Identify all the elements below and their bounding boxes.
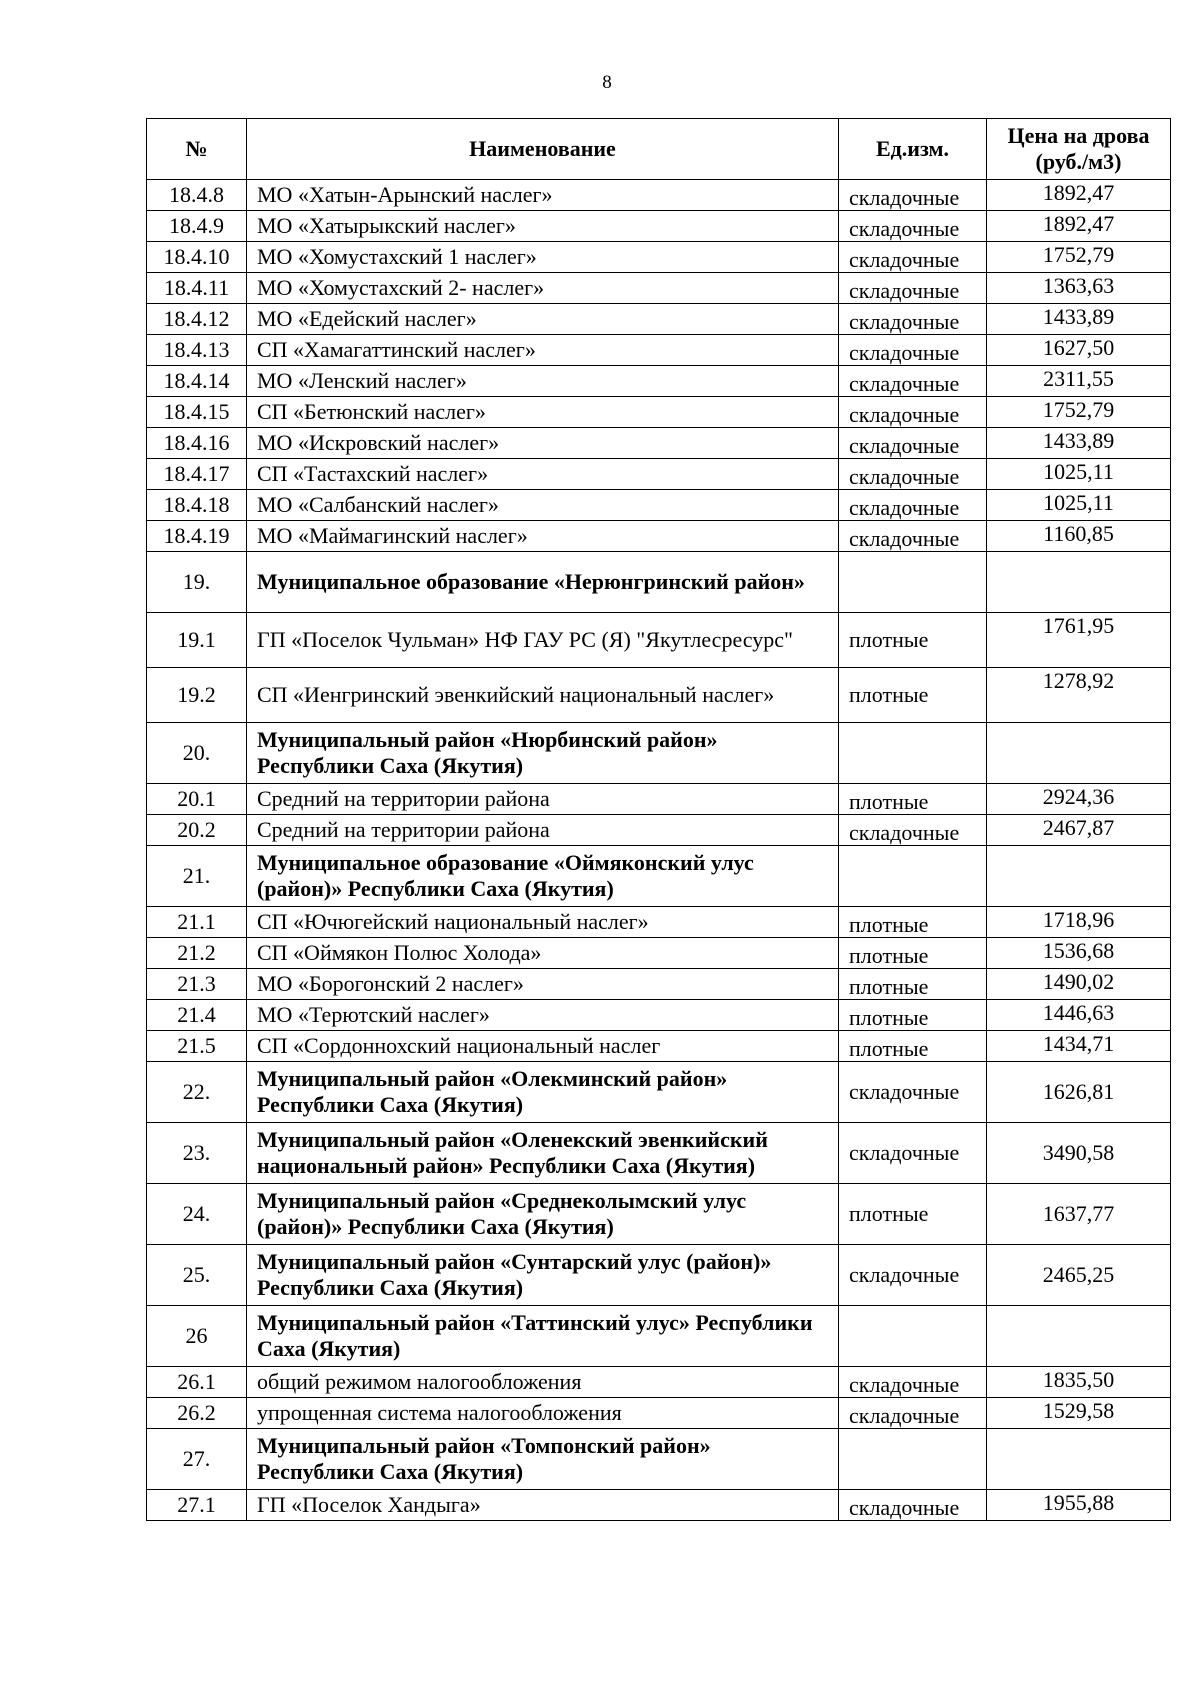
row-unit-cell: плотные (839, 1184, 987, 1245)
table-row (147, 428, 1171, 459)
row-price-cell: 1433,89 (987, 428, 1171, 459)
table-row (147, 180, 1171, 211)
table-row (147, 397, 1171, 428)
row-price-cell: 1718,96 (987, 907, 1171, 938)
row-name-cell: Муниципальный район «Таттинский улус» Республики Саха (Якутия) (247, 1306, 839, 1367)
row-unit-cell: складочные (839, 490, 987, 521)
row-number-cell: 21.4 (147, 1000, 247, 1031)
row-price-cell (987, 846, 1171, 907)
row-price-cell: 1955,88 (987, 1490, 1171, 1521)
row-unit-cell: плотные (839, 1000, 987, 1031)
row-name-cell: СП «Оймякон Полюс Холода» (247, 938, 839, 969)
row-number-cell: 22. (147, 1062, 247, 1123)
table-row (147, 1367, 1171, 1398)
table-row (147, 211, 1171, 242)
row-name-cell: МО «Искровский наслег» (247, 428, 839, 459)
table-section-row (147, 1245, 1171, 1306)
table-header-row (147, 119, 1171, 180)
row-number-cell: 26 (147, 1306, 247, 1367)
table-section-row (147, 1123, 1171, 1184)
row-price-cell: 1892,47 (987, 211, 1171, 242)
row-name-cell: общий режимом налогообложения (247, 1367, 839, 1398)
row-number-cell: 20.1 (147, 784, 247, 815)
table-row (147, 668, 1171, 723)
row-number-cell: 18.4.16 (147, 428, 247, 459)
row-unit-cell (839, 846, 987, 907)
row-price-cell (987, 723, 1171, 784)
table-row (147, 1490, 1171, 1521)
row-unit-cell: складочные (839, 242, 987, 273)
row-price-cell: 1835,50 (987, 1367, 1171, 1398)
row-name-cell: МО «Терютский наслег» (247, 1000, 839, 1031)
row-number-cell: 27. (147, 1429, 247, 1490)
row-price-cell: 1536,68 (987, 938, 1171, 969)
row-price-cell: 1025,11 (987, 490, 1171, 521)
row-name-cell: СП «Бетюнский наслег» (247, 397, 839, 428)
row-unit-cell: складочные (839, 815, 987, 846)
row-unit-cell: складочные (839, 304, 987, 335)
row-number-cell: 18.4.19 (147, 521, 247, 552)
row-price-cell: 2465,25 (987, 1245, 1171, 1306)
row-number-cell: 18.4.12 (147, 304, 247, 335)
table-section-row (147, 1306, 1171, 1367)
row-price-cell: 1529,58 (987, 1398, 1171, 1429)
table-row (147, 1398, 1171, 1429)
table-row (147, 490, 1171, 521)
row-number-cell: 23. (147, 1123, 247, 1184)
row-name-cell: МО «Маймагинский наслег» (247, 521, 839, 552)
table-row (147, 784, 1171, 815)
row-unit-cell: складочные (839, 335, 987, 366)
row-unit-cell: складочные (839, 397, 987, 428)
row-price-cell: 1434,71 (987, 1031, 1171, 1062)
row-price-cell: 1490,02 (987, 969, 1171, 1000)
row-price-cell: 1160,85 (987, 521, 1171, 552)
row-number-cell: 26.2 (147, 1398, 247, 1429)
row-name-cell: Муниципальный район «Оленекский эвенкийский национальный район» Республики Саха (Якутия) (247, 1123, 839, 1184)
table-row (147, 366, 1171, 397)
table-row (147, 521, 1171, 552)
row-number-cell: 19. (147, 552, 247, 613)
table-row (147, 335, 1171, 366)
firewood-price-table (146, 118, 1171, 1521)
row-name-cell: Средний на территории района (247, 784, 839, 815)
row-unit-cell: складочные (839, 273, 987, 304)
row-number-cell: 19.1 (147, 613, 247, 668)
row-unit-cell: плотные (839, 613, 987, 668)
row-name-cell: СП «Ючюгейский национальный наслег» (247, 907, 839, 938)
row-name-cell: ГП «Поселок Чульман» НФ ГАУ РС (Я) "Якутлесресурс" (247, 613, 839, 668)
row-unit-cell (839, 1429, 987, 1490)
row-number-cell: 18.4.15 (147, 397, 247, 428)
row-name-cell: МО «Хомустахский 1 наслег» (247, 242, 839, 273)
row-number-cell: 18.4.18 (147, 490, 247, 521)
row-price-cell: 2467,87 (987, 815, 1171, 846)
table-row (147, 938, 1171, 969)
row-name-cell: Муниципальный район «Нюрбинский район» Республики Саха (Якутия) (247, 723, 839, 784)
table-section-row (147, 723, 1171, 784)
row-price-cell: 1278,92 (987, 668, 1171, 723)
row-number-cell: 18.4.11 (147, 273, 247, 304)
row-unit-cell: складочные (839, 1245, 987, 1306)
row-name-cell: МО «Ленский наслег» (247, 366, 839, 397)
row-number-cell: 21.2 (147, 938, 247, 969)
row-unit-cell: складочные (839, 366, 987, 397)
table-row (147, 304, 1171, 335)
row-unit-cell: складочные (839, 1367, 987, 1398)
row-name-cell: МО «Хатырыкский наслег» (247, 211, 839, 242)
row-unit-cell: складочные (839, 1123, 987, 1184)
row-unit-cell (839, 723, 987, 784)
table-row (147, 273, 1171, 304)
row-price-cell: 1761,95 (987, 613, 1171, 668)
row-unit-cell: плотные (839, 969, 987, 1000)
row-price-cell: 2311,55 (987, 366, 1171, 397)
row-unit-cell: складочные (839, 1398, 987, 1429)
row-number-cell: 26.1 (147, 1367, 247, 1398)
row-price-cell (987, 1429, 1171, 1490)
row-unit-cell: складочные (839, 1062, 987, 1123)
row-name-cell: МО «Хомустахский 2- наслег» (247, 273, 839, 304)
table-row (147, 242, 1171, 273)
row-unit-cell: складочные (839, 459, 987, 490)
header-price: Цена на дрова (руб./м3) (987, 119, 1171, 180)
row-price-cell (987, 552, 1171, 613)
row-price-cell: 1433,89 (987, 304, 1171, 335)
row-unit-cell: плотные (839, 938, 987, 969)
table-section-row (147, 552, 1171, 613)
row-number-cell: 24. (147, 1184, 247, 1245)
table-section-row (147, 1184, 1171, 1245)
row-unit-cell: складочные (839, 521, 987, 552)
row-price-cell: 1446,63 (987, 1000, 1171, 1031)
row-name-cell: Муниципальное образование «Нерюнгринский район» (247, 552, 839, 613)
row-number-cell: 18.4.13 (147, 335, 247, 366)
row-name-cell: СП «Тастахский наслег» (247, 459, 839, 490)
row-number-cell: 21.1 (147, 907, 247, 938)
row-price-cell: 1627,50 (987, 335, 1171, 366)
table-row (147, 815, 1171, 846)
row-unit-cell: складочные (839, 211, 987, 242)
table-row (147, 1031, 1171, 1062)
row-price-cell: 1752,79 (987, 242, 1171, 273)
row-unit-cell: плотные (839, 1031, 987, 1062)
row-name-cell: Муниципальное образование «Оймяконский улус (район)» Республики Саха (Якутия) (247, 846, 839, 907)
table-row (147, 1000, 1171, 1031)
header-name: Наименование (247, 119, 839, 180)
row-number-cell: 21.5 (147, 1031, 247, 1062)
table-section-row (147, 1429, 1171, 1490)
table-row (147, 907, 1171, 938)
row-name-cell: Муниципальный район «Сунтарский улус (район)» Республики Саха (Якутия) (247, 1245, 839, 1306)
row-price-cell: 1637,77 (987, 1184, 1171, 1245)
row-unit-cell: складочные (839, 428, 987, 459)
row-name-cell: МО «Хатын-Арынский наслег» (247, 180, 839, 211)
table-row (147, 459, 1171, 490)
row-price-cell: 1025,11 (987, 459, 1171, 490)
row-number-cell: 20. (147, 723, 247, 784)
row-name-cell: МО «Салбанский наслег» (247, 490, 839, 521)
row-unit-cell (839, 552, 987, 613)
row-number-cell: 18.4.14 (147, 366, 247, 397)
row-number-cell: 18.4.9 (147, 211, 247, 242)
row-unit-cell: плотные (839, 907, 987, 938)
row-name-cell: МО «Едейский наслег» (247, 304, 839, 335)
row-name-cell: Муниципальный район «Среднеколымский улус (район)» Республики Саха (Якутия) (247, 1184, 839, 1245)
table-section-row (147, 846, 1171, 907)
row-number-cell: 25. (147, 1245, 247, 1306)
row-name-cell: СП «Иенгринский эвенкийский национальный наслег» (247, 668, 839, 723)
row-unit-cell: складочные (839, 1490, 987, 1521)
row-number-cell: 19.2 (147, 668, 247, 723)
row-number-cell: 18.4.8 (147, 180, 247, 211)
row-price-cell: 1363,63 (987, 273, 1171, 304)
row-number-cell: 18.4.17 (147, 459, 247, 490)
row-name-cell: СП «Сордоннохский национальный наслег (247, 1031, 839, 1062)
row-unit-cell (839, 1306, 987, 1367)
page-number: 8 (602, 72, 612, 93)
row-price-cell: 2924,36 (987, 784, 1171, 815)
header-number: № (147, 119, 247, 180)
row-number-cell: 21.3 (147, 969, 247, 1000)
row-name-cell: ГП «Поселок Хандыга» (247, 1490, 839, 1521)
row-unit-cell: складочные (839, 180, 987, 211)
row-price-cell: 1752,79 (987, 397, 1171, 428)
row-name-cell: упрощенная система налогообложения (247, 1398, 839, 1429)
row-number-cell: 21. (147, 846, 247, 907)
row-unit-cell: плотные (839, 668, 987, 723)
table-section-row (147, 1062, 1171, 1123)
row-price-cell: 1626,81 (987, 1062, 1171, 1123)
row-number-cell: 18.4.10 (147, 242, 247, 273)
header-unit: Ед.изм. (839, 119, 987, 180)
row-name-cell: Средний на территории района (247, 815, 839, 846)
row-name-cell: СП «Хамагаттинский наслег» (247, 335, 839, 366)
row-name-cell: Муниципальный район «Олекминский район» Республики Саха (Якутия) (247, 1062, 839, 1123)
row-unit-cell: плотные (839, 784, 987, 815)
row-name-cell: Муниципальный район «Томпонский район» Республики Саха (Якутия) (247, 1429, 839, 1490)
row-number-cell: 27.1 (147, 1490, 247, 1521)
row-price-cell (987, 1306, 1171, 1367)
row-price-cell: 3490,58 (987, 1123, 1171, 1184)
row-price-cell: 1892,47 (987, 180, 1171, 211)
table-row (147, 613, 1171, 668)
row-number-cell: 20.2 (147, 815, 247, 846)
row-name-cell: МО «Борогонский 2 наслег» (247, 969, 839, 1000)
table-row (147, 969, 1171, 1000)
